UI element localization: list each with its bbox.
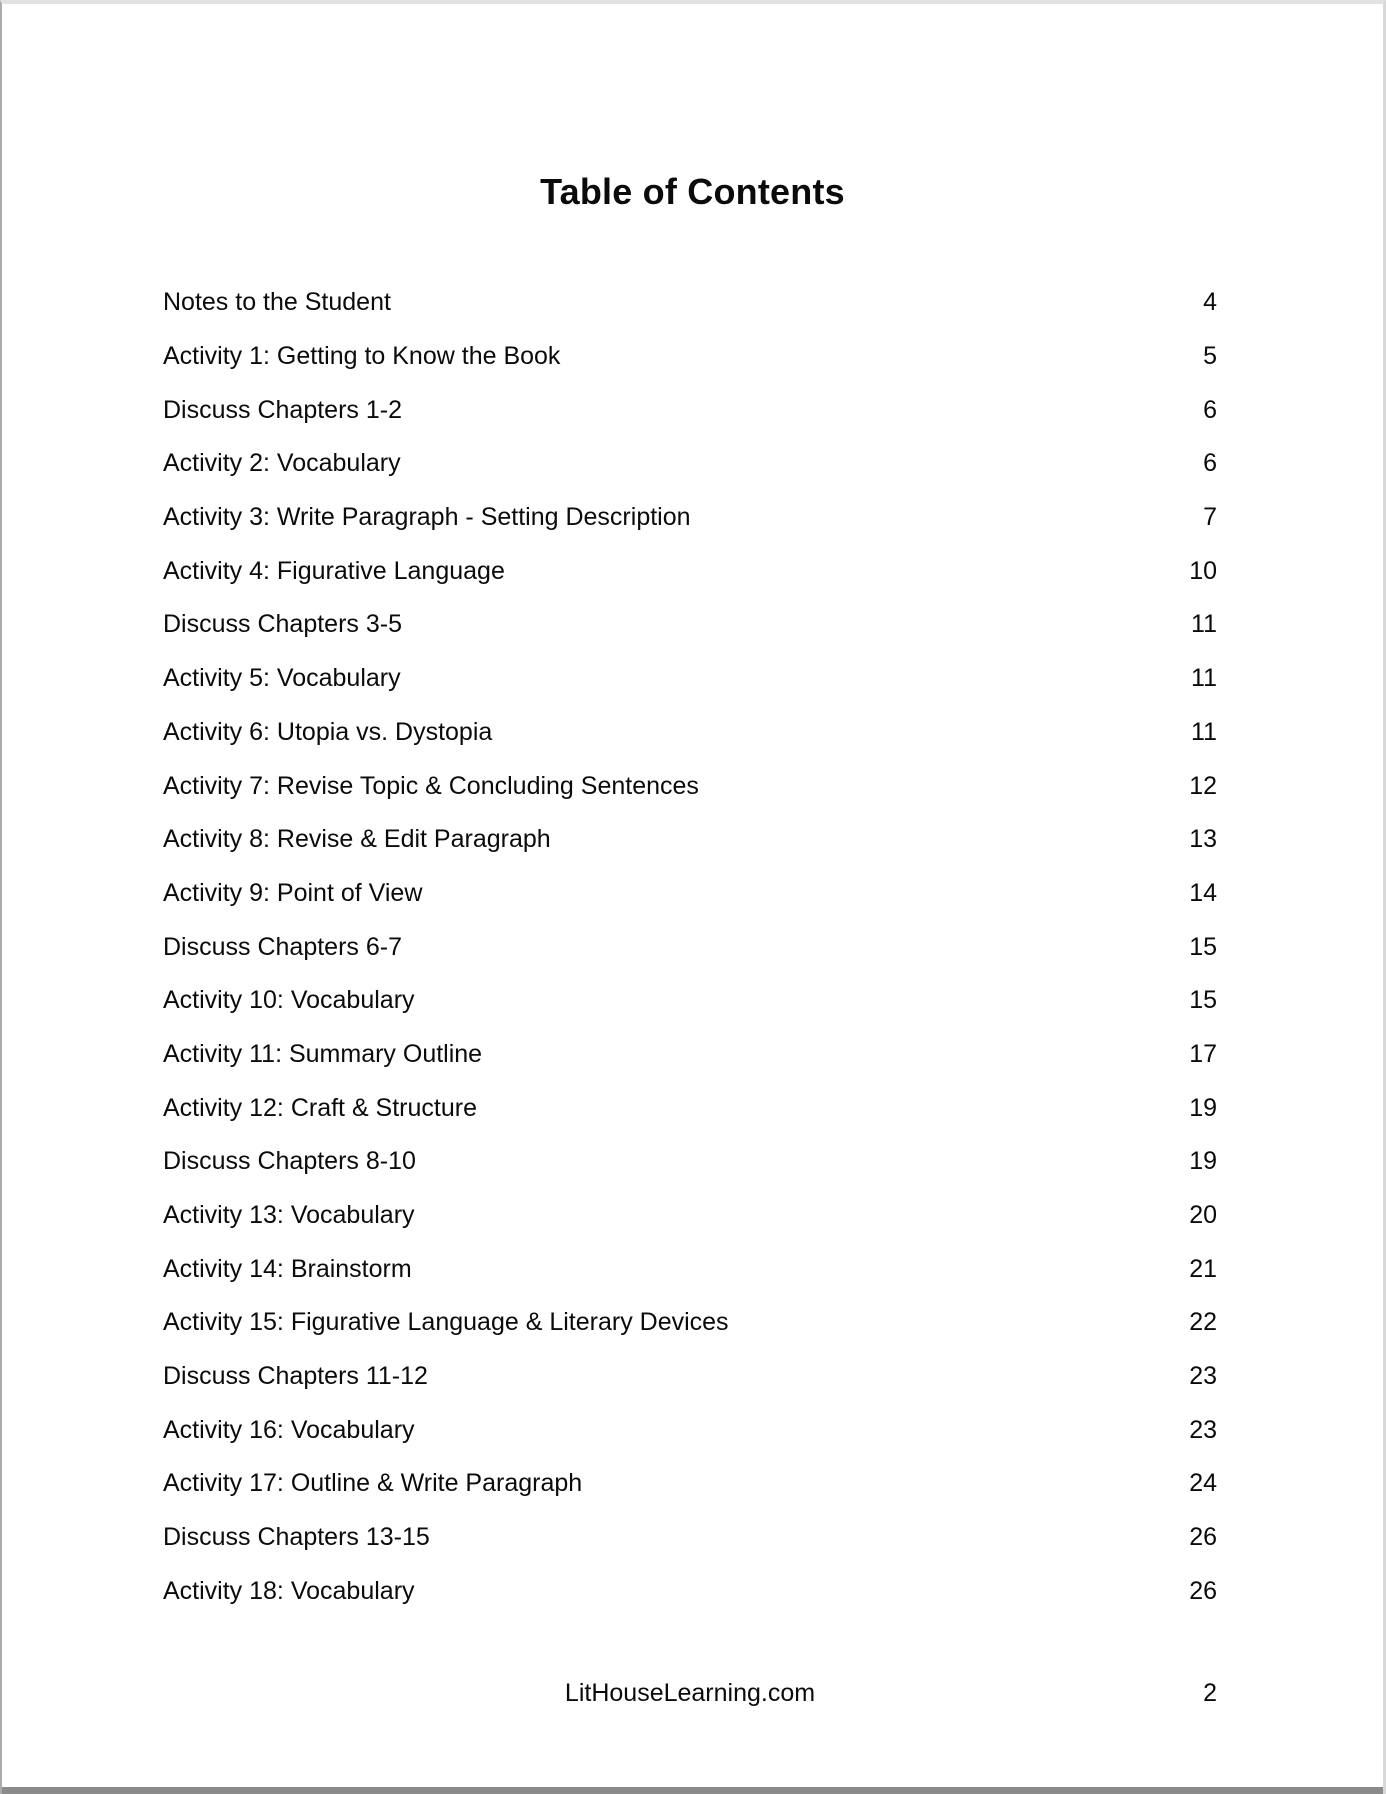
toc-entry-label: Activity 2: Vocabulary: [163, 449, 401, 478]
toc-entry: [163, 974, 1217, 1028]
toc-entry-page: 10: [1189, 556, 1217, 585]
toc-entry: [163, 1350, 1217, 1404]
toc-entry-label: Activity 14: Brainstorm: [163, 1254, 412, 1283]
toc-entry-page: 4: [1203, 288, 1217, 317]
toc-entry-label: Activity 10: Vocabulary: [163, 986, 415, 1015]
page-title: Table of Contents: [540, 171, 845, 212]
toc-entry-page: 24: [1189, 1469, 1217, 1498]
toc-entry-page: 23: [1189, 1362, 1217, 1391]
toc-entry-page: 7: [1203, 503, 1217, 532]
toc-entry-page: 11: [1191, 664, 1217, 693]
toc-entry-label: Activity 16: Vocabulary: [163, 1415, 415, 1444]
toc-entry-label: Activity 18: Vocabulary: [163, 1576, 415, 1605]
toc-entry-page: 6: [1203, 449, 1217, 478]
toc-entry-page: 6: [1203, 395, 1217, 424]
toc-entry: [163, 1296, 1217, 1350]
toc-entry-page: 26: [1189, 1523, 1217, 1552]
toc-entry-label: Activity 15: Figurative Language & Literary Devices: [163, 1308, 729, 1337]
toc-entry-label: Activity 3: Write Paragraph - Setting Description: [163, 503, 691, 532]
toc-entry: [163, 383, 1217, 437]
toc-entry: [163, 1403, 1217, 1457]
toc-entry-page: 17: [1189, 1039, 1217, 1068]
toc-entry: [163, 598, 1217, 652]
toc-entry: [163, 813, 1217, 867]
toc-entry-page: 15: [1189, 986, 1217, 1015]
toc-entry-label: Activity 11: Summary Outline: [163, 1039, 483, 1068]
toc-entry: [163, 1242, 1217, 1296]
toc-entry-label: Discuss Chapters 8-10: [163, 1147, 416, 1176]
toc-entry-page: 11: [1191, 610, 1217, 639]
page-footer: [163, 1678, 1217, 1708]
toc-entry: [163, 867, 1217, 921]
toc-entry-page: 14: [1189, 878, 1217, 907]
toc-entry-label: Activity 4: Figurative Language: [163, 556, 505, 585]
toc-entry: [163, 1028, 1217, 1082]
footer-page-number: 2: [1203, 1679, 1217, 1707]
toc-entry-page: 13: [1189, 825, 1217, 854]
toc-entry: [163, 276, 1217, 330]
toc-entry-page: 19: [1189, 1093, 1217, 1122]
toc-entry-page: 21: [1189, 1254, 1217, 1283]
toc-entry: [163, 706, 1217, 760]
toc-entry-page: 15: [1189, 932, 1217, 961]
toc-entry: [163, 1457, 1217, 1511]
toc-entry-page: 22: [1189, 1308, 1217, 1337]
toc-entry-label: Discuss Chapters 13-15: [163, 1523, 430, 1552]
toc-entry: [163, 1511, 1217, 1565]
toc-entry-label: Notes to the Student: [163, 288, 391, 317]
footer-site-text: LitHouseLearning.com: [564, 1679, 816, 1707]
toc-entry-page: 23: [1189, 1415, 1217, 1444]
toc-entry-page: 11: [1191, 717, 1217, 746]
toc-entry: [163, 544, 1217, 598]
toc-entry: [163, 759, 1217, 813]
toc-entry: [163, 437, 1217, 491]
toc-entry-label: Activity 12: Craft & Structure: [163, 1093, 477, 1122]
toc-entry-label: Discuss Chapters 1-2: [163, 395, 402, 424]
toc-entry: [163, 1189, 1217, 1243]
toc-entry-label: Activity 6: Utopia vs. Dystopia: [163, 717, 493, 746]
toc-entry-label: Discuss Chapters 11-12: [163, 1362, 428, 1391]
toc-entry-label: Activity 9: Point of View: [163, 878, 423, 907]
toc-entry-page: 12: [1189, 771, 1217, 800]
toc-entry: [163, 491, 1217, 545]
toc-entry-page: 19: [1189, 1147, 1217, 1176]
toc-entry-label: Activity 17: Outline & Write Paragraph: [163, 1469, 583, 1498]
toc-entry-label: Activity 7: Revise Topic & Concluding Sentences: [163, 771, 699, 800]
toc-entry-label: Discuss Chapters 6-7: [163, 932, 402, 961]
toc-entry-page: 20: [1189, 1201, 1217, 1230]
toc-entry: [163, 330, 1217, 384]
viewer-bottom-bar: [0, 1787, 1386, 1794]
toc-entry: [163, 652, 1217, 706]
toc-entry: [163, 1565, 1217, 1619]
toc-entry: [163, 1081, 1217, 1135]
toc-entry-label: Activity 13: Vocabulary: [163, 1201, 415, 1230]
toc-list: [163, 276, 1217, 1618]
toc-entry: [163, 1135, 1217, 1189]
toc-entry: [163, 920, 1217, 974]
toc-entry-page: 5: [1203, 342, 1217, 371]
toc-entry-label: Activity 1: Getting to Know the Book: [163, 342, 561, 371]
toc-entry-label: Activity 8: Revise & Edit Paragraph: [163, 825, 551, 854]
toc-entry-label: Discuss Chapters 3-5: [163, 610, 402, 639]
toc-entry-page: 26: [1189, 1576, 1217, 1605]
toc-entry-label: Activity 5: Vocabulary: [163, 664, 401, 693]
